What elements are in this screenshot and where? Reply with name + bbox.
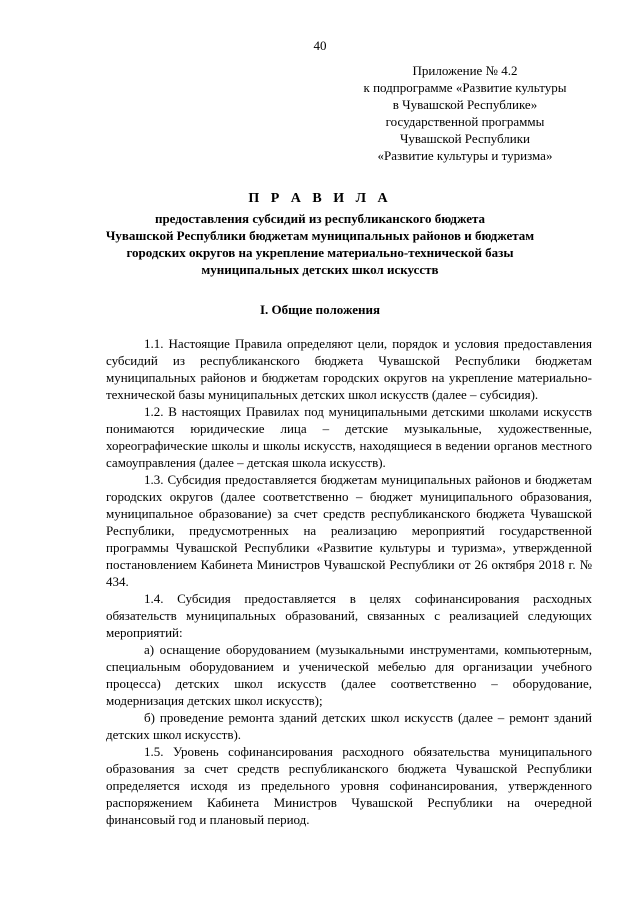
appendix-line: государственной программы (385, 114, 545, 129)
paragraph-1-4-b: б) проведение ремонта зданий детских школ искусств (далее – ремонт зданий детских школ искусств). (106, 710, 592, 742)
title-heading: П Р А В И Л А (248, 191, 392, 206)
title-line: городских округов на укрепление материально-технической базы (126, 245, 514, 260)
document-body (106, 335, 592, 828)
page-number: 40 (313, 38, 327, 53)
appendix-line: к подпрограмме «Развитие культуры (363, 80, 567, 95)
appendix-line: «Развитие культуры и туризма» (377, 148, 553, 163)
appendix-line: Чувашской Республики (399, 131, 531, 146)
paragraph-1-2: 1.2. В настоящих Правилах под муниципальными детскими школами искусств понимаются юридические лица – детские музыкальные, художественные, хореографические школы и школы искусств, находящиеся в ведении органов местного самоуправления (далее – детская школа искусств). (106, 404, 592, 470)
appendix-line: Приложение № 4.2 (412, 63, 518, 78)
paragraph-1-3: 1.3. Субсидия предоставляется бюджетам муниципальных районов и бюджетам городских округов (далее соответственно – бюджет муниципального образования, муниципальное образование) за счет средств республиканского бюджета Чувашской Республики, предусмотренных на реализацию мероприятий государственной программы Чувашской Республики «Развитие культуры и туризма», утвержденной постановлением Кабинета Министров Чувашской Республики от 26 октября 2018 г. № 434. (106, 472, 592, 589)
appendix-header (345, 62, 585, 164)
title-line: предоставления субсидий из республиканского бюджета (154, 211, 486, 226)
paragraph-1-5: 1.5. Уровень софинансирования расходного обязательства муниципального образования за счет средств республиканского бюджета Чувашской Республики определяется исходя из предельного уровня софинансирования, утвержденного распоряжением Кабинета Министров Чувашской Республики на очередной финансовый год и плановый период. (106, 744, 592, 827)
title-line: муниципальных детских школ искусств (201, 262, 439, 277)
appendix-line: в Чувашской Республике» (392, 97, 538, 112)
paragraph-1-4-a: а) оснащение оборудованием (музыкальными инструментами, компьютерным, специальным оборудованием и ученической мебелью для организации учебного процесса) детских школ искусств (далее соответственно – оборудование, модернизация детских школ искусств); (106, 642, 592, 708)
paragraph-1-1: 1.1. Настоящие Правила определяют цели, порядок и условия предоставления субсидий из республиканского бюджета Чувашской Республики бюджетам муниципальных районов и бюджетам городских округов на укрепление материально-технической базы муниципальных детских школ искусств (далее – субсидия). (106, 336, 592, 402)
section-heading: I. Общие положения (260, 302, 380, 317)
paragraph-1-4: 1.4. Субсидия предоставляется в целях софинансирования расходных обязательств муниципальных образований, связанных с реализацией следующих мероприятий: (106, 591, 592, 640)
document-title (100, 190, 540, 278)
title-line: Чувашской Республики бюджетам муниципальных районов и бюджетам (105, 228, 535, 243)
